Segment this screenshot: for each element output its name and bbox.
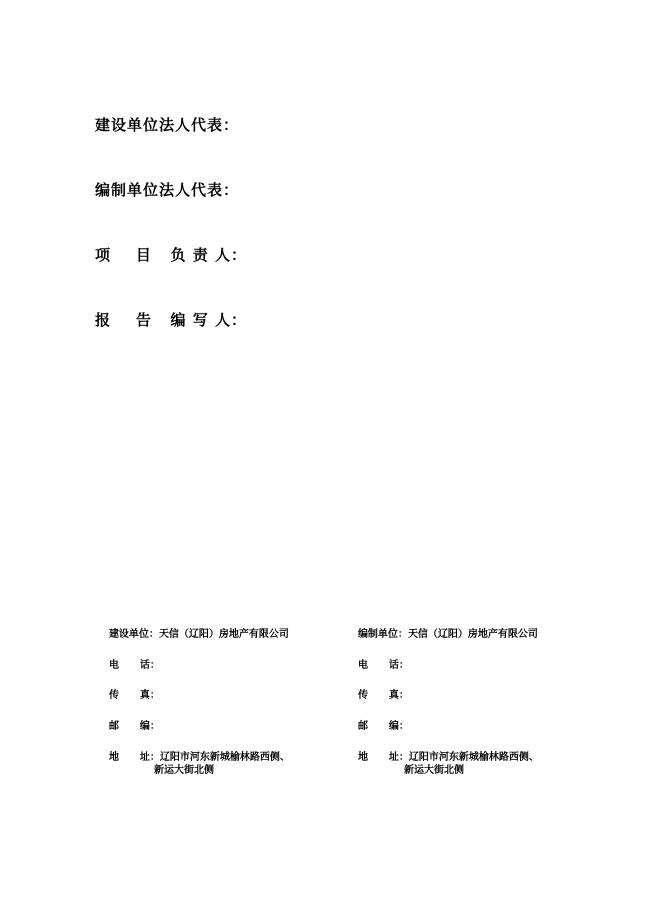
left-unit-label: 建设单位： <box>108 629 159 640</box>
left-address-line1: 辽阳市河东新城榆林路西侧、 <box>159 752 290 763</box>
left-tel-label: 电 话： <box>108 660 160 671</box>
signature-project-lead: 项 目 负 责 人： <box>95 246 248 264</box>
signature-compiler-legal-rep: 编制单位法人代表： <box>95 181 240 199</box>
signature-report-author: 报 告 编 写 人： <box>95 311 248 329</box>
right-unit-label: 编制单位： <box>357 629 408 640</box>
right-address-line2: 新运大街北侧 <box>404 765 464 776</box>
left-zip-label: 邮 编： <box>108 721 160 732</box>
right-address-label: 地 址： <box>357 752 409 763</box>
left-address-label: 地 址： <box>108 752 160 763</box>
right-zip-label: 邮 编： <box>357 721 409 732</box>
signature-construction-legal-rep: 建设单位法人代表： <box>95 116 240 134</box>
right-unit-value: 天信（辽阳）房地产有限公司 <box>407 629 538 640</box>
left-address-line2: 新运大街北侧 <box>154 765 214 776</box>
right-address-line1: 辽阳市河东新城榆林路西侧、 <box>408 752 539 763</box>
left-fax-label: 传 真： <box>108 690 160 701</box>
left-unit-value: 天信（辽阳）房地产有限公司 <box>158 629 289 640</box>
right-fax-label: 传 真： <box>357 690 409 701</box>
right-tel-label: 电 话： <box>357 660 409 671</box>
